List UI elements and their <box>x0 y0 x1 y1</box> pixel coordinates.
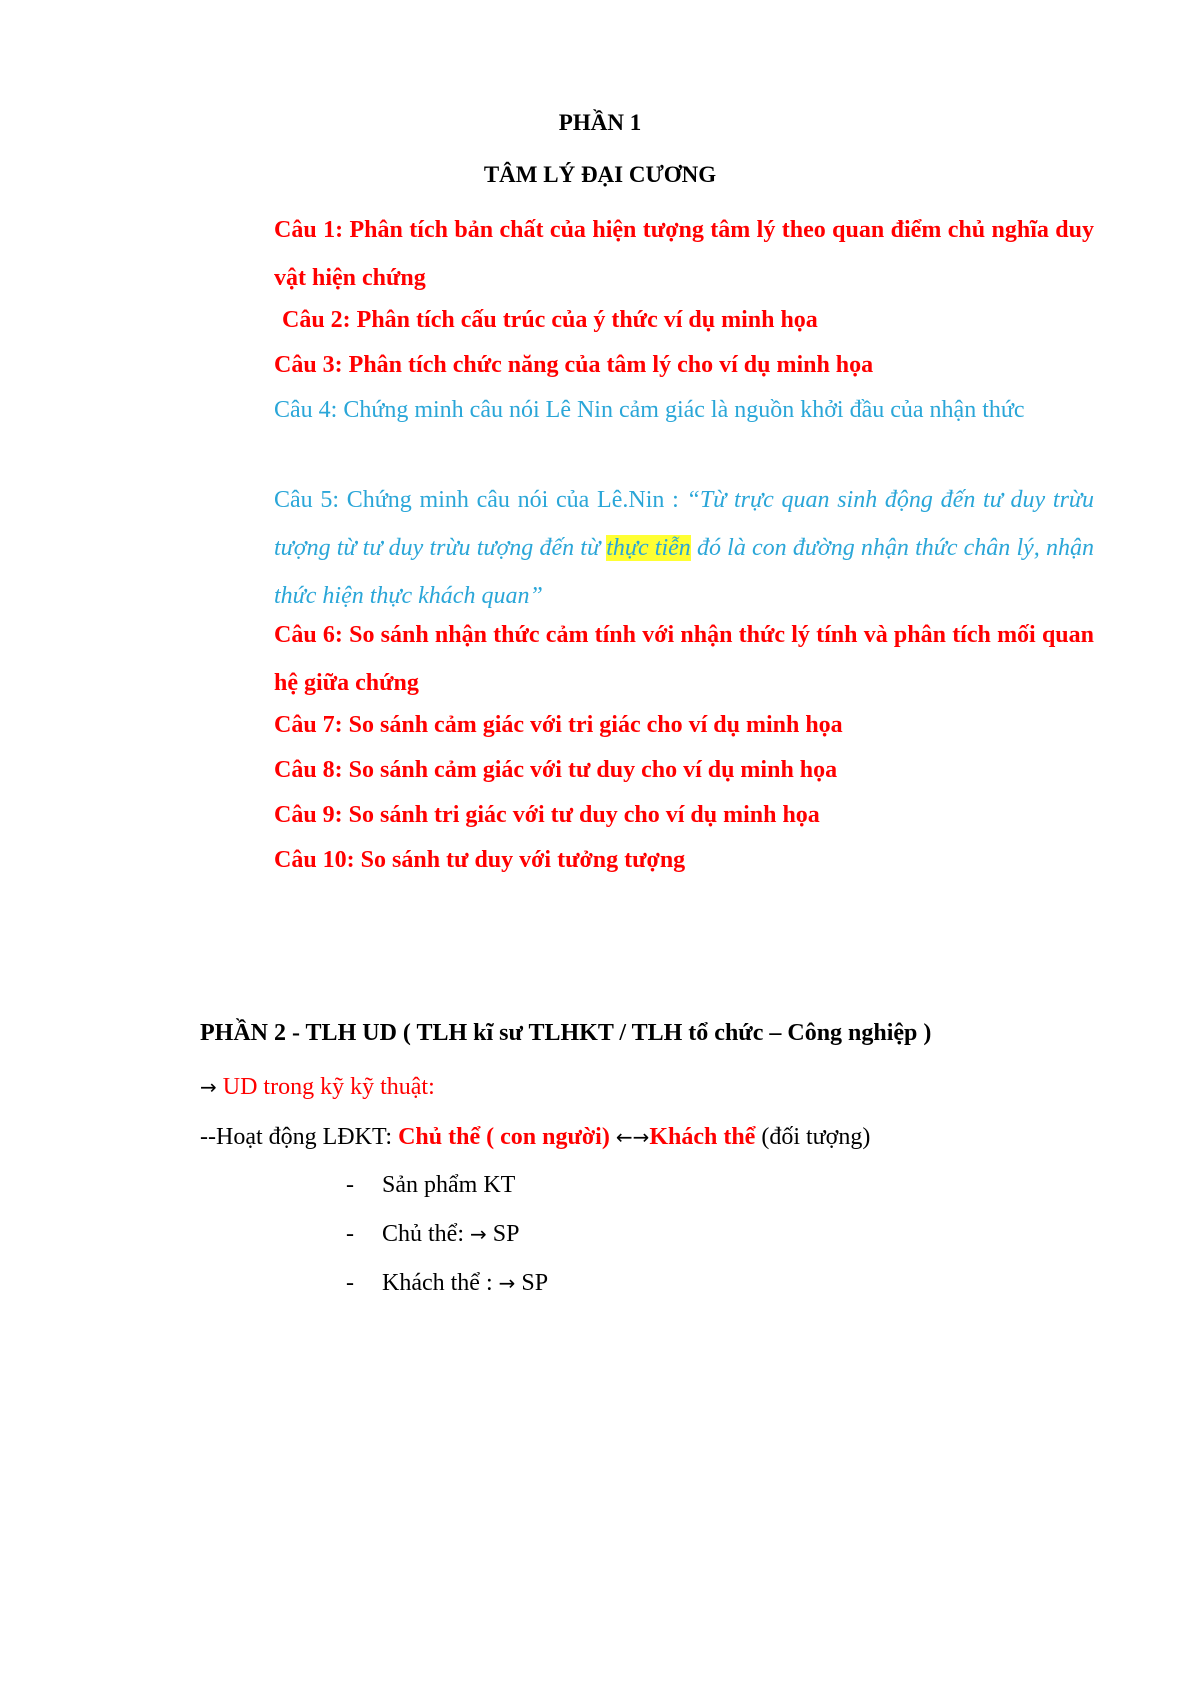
ud-line-text: UD trong kỹ kỹ thuật: <box>222 1074 435 1100</box>
list-dash: - <box>346 1270 354 1296</box>
right-arrow-icon: → <box>498 1271 516 1295</box>
ud-line <box>200 1074 435 1101</box>
list-dash: - <box>346 1172 354 1198</box>
question-5-prefix: Câu 5: Chứng minh câu nói của Lê.Nin : <box>274 487 687 513</box>
list-item-suffix: SP <box>486 1221 520 1247</box>
list-item-label: Sản phẩm KT <box>382 1172 516 1198</box>
question-5-quote-a: “Từ trực quan sinh động đến tư duy trừu tượng từ tư duy trừu tượng đến từ <box>274 487 1095 561</box>
question-7: Câu 7: So sánh cảm giác với tri giác cho ví dụ minh họa <box>274 712 843 738</box>
part2-heading: PHẦN 2 - TLH UD ( TLH kĩ sư TLHKT / TLH tổ chức – Công nghiệp ) <box>200 1020 932 1046</box>
part1-heading: PHẦN 1 <box>558 110 642 135</box>
list-item-label: Chủ thể: <box>382 1221 470 1247</box>
part1-subheading: TÂM LÝ ĐẠI CƯƠNG <box>483 162 717 187</box>
activity-line <box>200 1124 870 1151</box>
question-4: Câu 4: Chứng minh câu nói Lê Nin cảm giác là nguồn khởi đầu của nhận thức <box>274 397 1025 423</box>
activity-prefix: --Hoạt động LĐKT: <box>200 1124 399 1150</box>
question-9: Câu 9: So sánh tri giác với tư duy cho ví dụ minh họa <box>274 802 820 828</box>
list-item-label: Khách thể : <box>382 1270 499 1296</box>
question-8: Câu 8: So sánh cảm giác với tư duy cho ví dụ minh họa <box>274 757 838 783</box>
right-arrow-icon: → <box>470 1222 487 1246</box>
activity-object-note: (đối tượng) <box>755 1124 871 1150</box>
question-5-quote-b: đó là con đường nhận thức chân lý, nhận thức hiện thực khách quan” <box>274 535 1094 609</box>
list-item <box>346 1270 548 1297</box>
activity-object: Khách thể <box>649 1124 756 1150</box>
question-5-highlight: thực tiễn <box>606 535 691 561</box>
question-3: Câu 3: Phân tích chức năng của tâm lý cho ví dụ minh họa <box>274 352 874 378</box>
question-5 <box>274 476 1094 620</box>
question-2: Câu 2: Phân tích cấu trúc của ý thức ví dụ minh họa <box>282 307 818 333</box>
double-arrow-icon: ←→ <box>615 1125 650 1149</box>
list-item <box>346 1221 519 1248</box>
activity-subject: Chủ thể ( con người) <box>398 1124 616 1150</box>
question-1: Câu 1: Phân tích bản chất của hiện tượng tâm lý theo quan điểm chủ nghĩa duy vật hiện chứng <box>274 217 1094 291</box>
list-dash: - <box>346 1221 354 1247</box>
right-arrow-icon: → <box>200 1075 217 1099</box>
list-item <box>346 1172 515 1199</box>
list-item-suffix: SP <box>515 1270 549 1296</box>
question-10: Câu 10: So sánh tư duy với tưởng tượng <box>274 847 686 873</box>
question-6: Câu 6: So sánh nhận thức cảm tính với nhận thức lý tính và phân tích mối quan hệ giữa chứng <box>274 622 1094 696</box>
